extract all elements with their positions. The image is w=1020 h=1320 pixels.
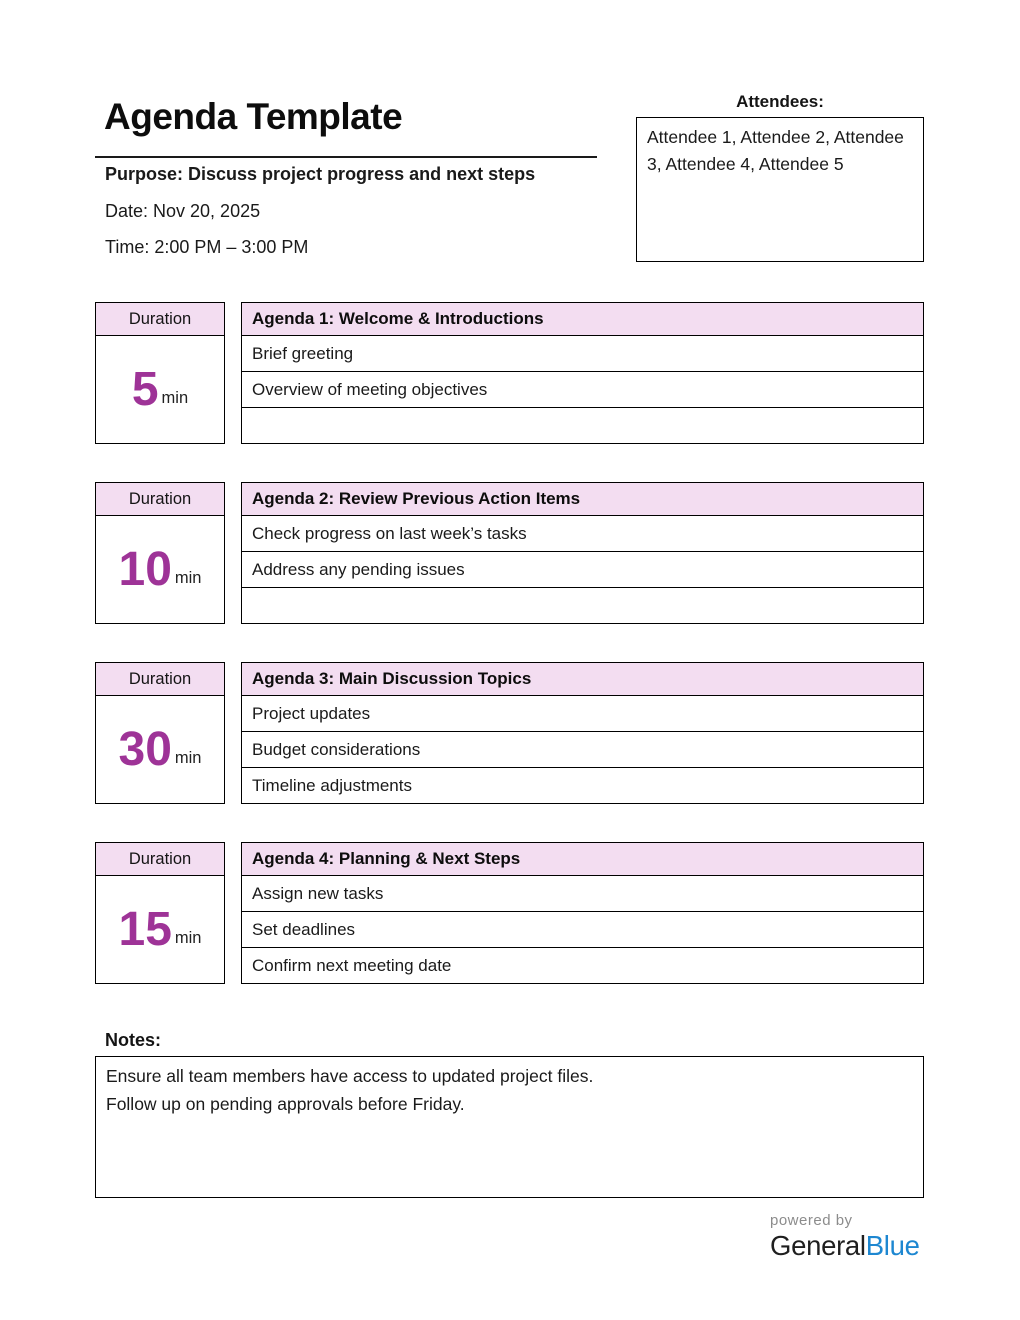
agenda-section-3 <box>95 662 924 804</box>
notes-line: Follow up on pending approvals before Friday. <box>106 1094 465 1114</box>
agenda-item <box>242 588 923 623</box>
duration-unit: min <box>174 749 202 767</box>
agenda-section-title: Agenda 4: Planning & Next Steps <box>242 843 923 876</box>
agenda-item: Set deadlines <box>242 912 923 948</box>
duration-number: 15 <box>118 902 172 956</box>
agenda-item: Brief greeting <box>242 336 923 372</box>
duration-unit: min <box>174 929 202 947</box>
agenda-item: Assign new tasks <box>242 876 923 912</box>
agenda-section-4 <box>95 842 924 984</box>
time-line: Time: 2:00 PM – 3:00 PM <box>105 237 309 257</box>
duration-header: Duration <box>96 843 224 876</box>
agenda-item: Address any pending issues <box>242 552 923 588</box>
duration-box <box>95 482 225 624</box>
agenda-section-2 <box>95 482 924 624</box>
duration-value <box>96 696 224 803</box>
brand-blue-text: Blue <box>865 1230 920 1261</box>
agenda-section-1 <box>95 302 924 444</box>
agenda-section-title: Agenda 1: Welcome & Introductions <box>242 303 923 336</box>
duration-value <box>96 516 224 623</box>
duration-header: Duration <box>96 303 224 336</box>
duration-value <box>96 876 224 983</box>
agenda-section-title: Agenda 3: Main Discussion Topics <box>242 663 923 696</box>
title-divider <box>95 156 597 158</box>
agenda-item: Project updates <box>242 696 923 732</box>
powered-by-text: powered by <box>770 1212 853 1229</box>
duration-value <box>96 336 224 443</box>
agenda-table <box>241 662 924 804</box>
duration-box <box>95 842 225 984</box>
duration-unit: min <box>174 569 202 587</box>
notes-line: Ensure all team members have access to updated project files. <box>106 1066 594 1086</box>
duration-unit: min <box>161 389 189 407</box>
agenda-item: Confirm next meeting date <box>252 955 452 975</box>
brand-wordmark <box>770 1230 930 1262</box>
agenda-item: Overview of meeting objectives <box>242 372 923 408</box>
page-title: Agenda Template <box>104 96 403 137</box>
agenda-item: Timeline adjustments <box>252 775 412 795</box>
agenda-table <box>241 842 924 984</box>
duration-number: 10 <box>118 542 172 596</box>
agenda-item: Check progress on last week’s tasks <box>242 516 923 552</box>
date-line: Date: Nov 20, 2025 <box>105 201 261 221</box>
duration-number: 5 <box>131 362 159 416</box>
duration-box <box>95 302 225 444</box>
duration-header: Duration <box>96 663 224 696</box>
agenda-table <box>241 302 924 444</box>
agenda-item: Budget considerations <box>242 732 923 768</box>
agenda-section-title: Agenda 2: Review Previous Action Items <box>242 483 923 516</box>
notes-box <box>95 1056 924 1198</box>
agenda-table <box>241 482 924 624</box>
notes-label: Notes: <box>105 1030 162 1050</box>
duration-header: Duration <box>96 483 224 516</box>
attendees-box: Attendee 1, Attendee 2, Attendee 3, Attendee 4, Attendee 5 <box>636 117 924 262</box>
attendees-label: Attendees: <box>736 92 824 111</box>
duration-box <box>95 662 225 804</box>
generalblue-logo <box>770 1212 930 1262</box>
duration-number: 30 <box>118 722 172 776</box>
brand-general-text: General <box>770 1230 866 1261</box>
agenda-item <box>242 408 923 443</box>
agenda-sections <box>95 302 924 1022</box>
purpose-line: Purpose: Discuss project progress and next steps <box>105 164 536 184</box>
